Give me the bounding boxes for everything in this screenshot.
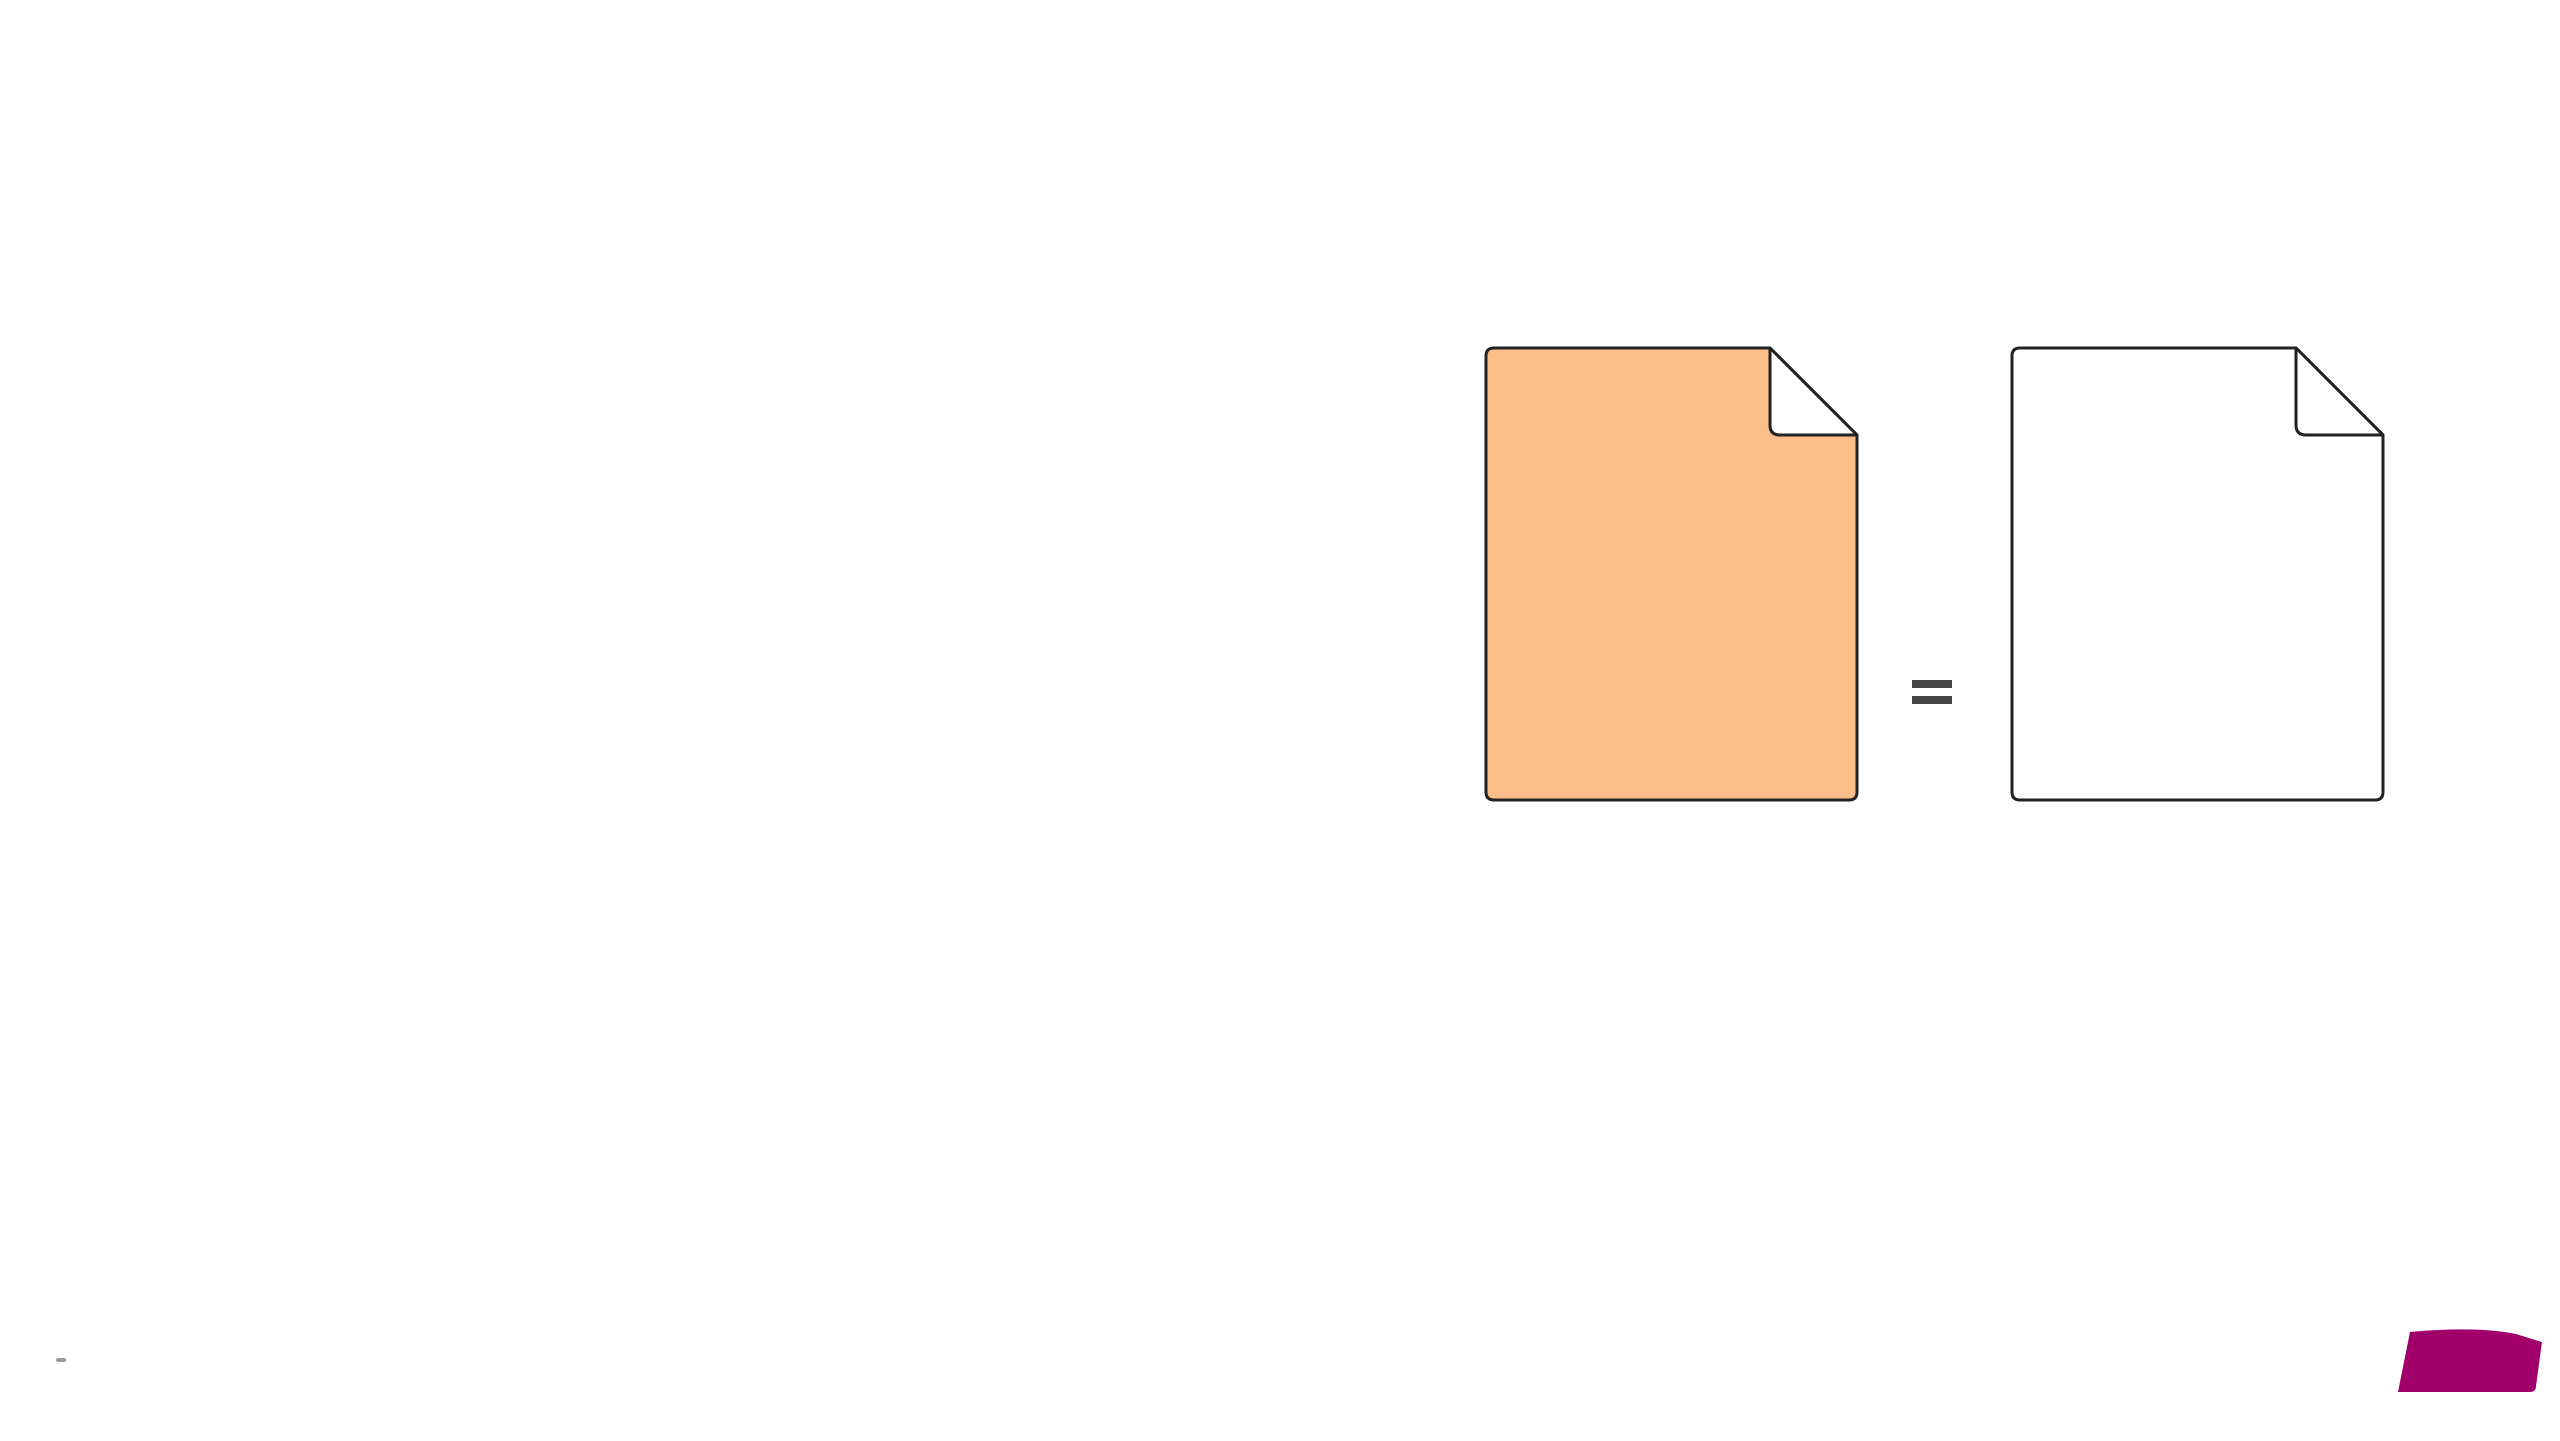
document-comparison-illustration — [1480, 340, 2420, 820]
footer-lab-logo — [56, 1358, 70, 1362]
equals-icon — [1912, 680, 1952, 704]
lab-mark — [56, 1358, 66, 1362]
document-right — [2012, 348, 2383, 800]
document-left — [1486, 348, 1857, 800]
document-right-fold — [2296, 348, 2383, 435]
sncf-logo — [2396, 1326, 2546, 1398]
document-left-fold — [1770, 348, 1857, 435]
